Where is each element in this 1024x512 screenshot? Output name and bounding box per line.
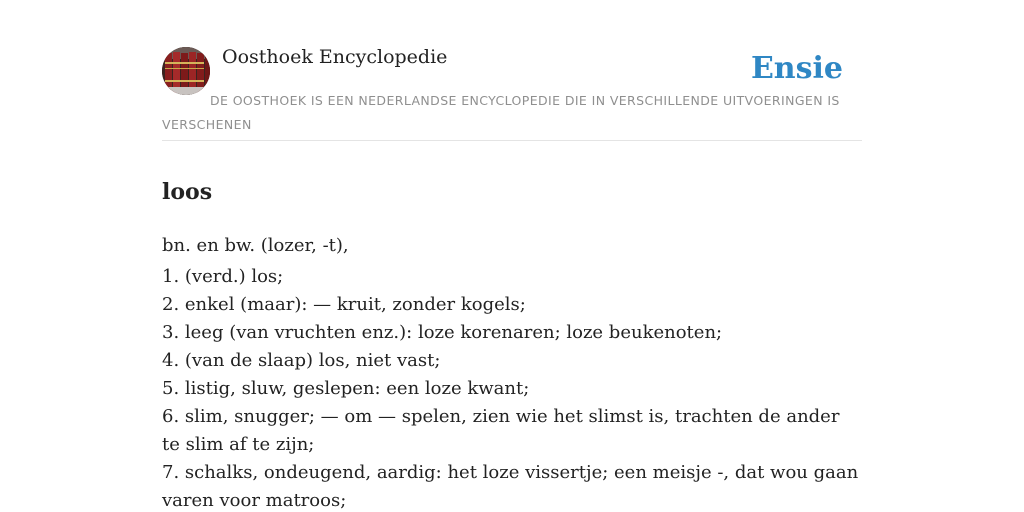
sense-item: 4. (van de slaap) los, niet vast; <box>162 350 441 371</box>
sense-item: 3. leeg (van vruchten enz.): loze korenaren; loze beukenoten; <box>162 322 723 343</box>
book-spines-icon <box>162 47 210 95</box>
sense-item: 6. slim, snugger; — om — spelen, zien wie het slimst is, trachten de ander te slim af te zijn; <box>162 406 840 455</box>
page <box>162 0 862 512</box>
sense-item: 5. listig, sluw, geslepen: een loze kwant; <box>162 378 530 399</box>
entry-grammar: bn. en bw. (lozer, -t), <box>162 235 349 256</box>
brand-logo[interactable]: Ensie <box>750 51 843 86</box>
site-header <box>162 0 862 141</box>
site-title[interactable]: Oosthoek Encyclopedie <box>222 46 448 68</box>
sense-item: 1. (verd.) los; <box>162 266 284 287</box>
avatar[interactable] <box>162 47 210 95</box>
sense-item: 7. schalks, ondeugend, aardig: het loze vissertje; een meisje -, dat wou gaan varen voor matroos; <box>162 462 859 511</box>
site-tagline: DE OOSTHOEK IS EEN NEDERLANDSE ENCYCLOPEDIE DIE IN VERSCHILLENDE UITVOERINGEN IS VERSCHENEN <box>162 93 840 132</box>
entry-headword: loos <box>162 178 213 205</box>
sense-list <box>162 263 862 512</box>
sense-item: 2. enkel (maar): — kruit, zonder kogels; <box>162 294 526 315</box>
